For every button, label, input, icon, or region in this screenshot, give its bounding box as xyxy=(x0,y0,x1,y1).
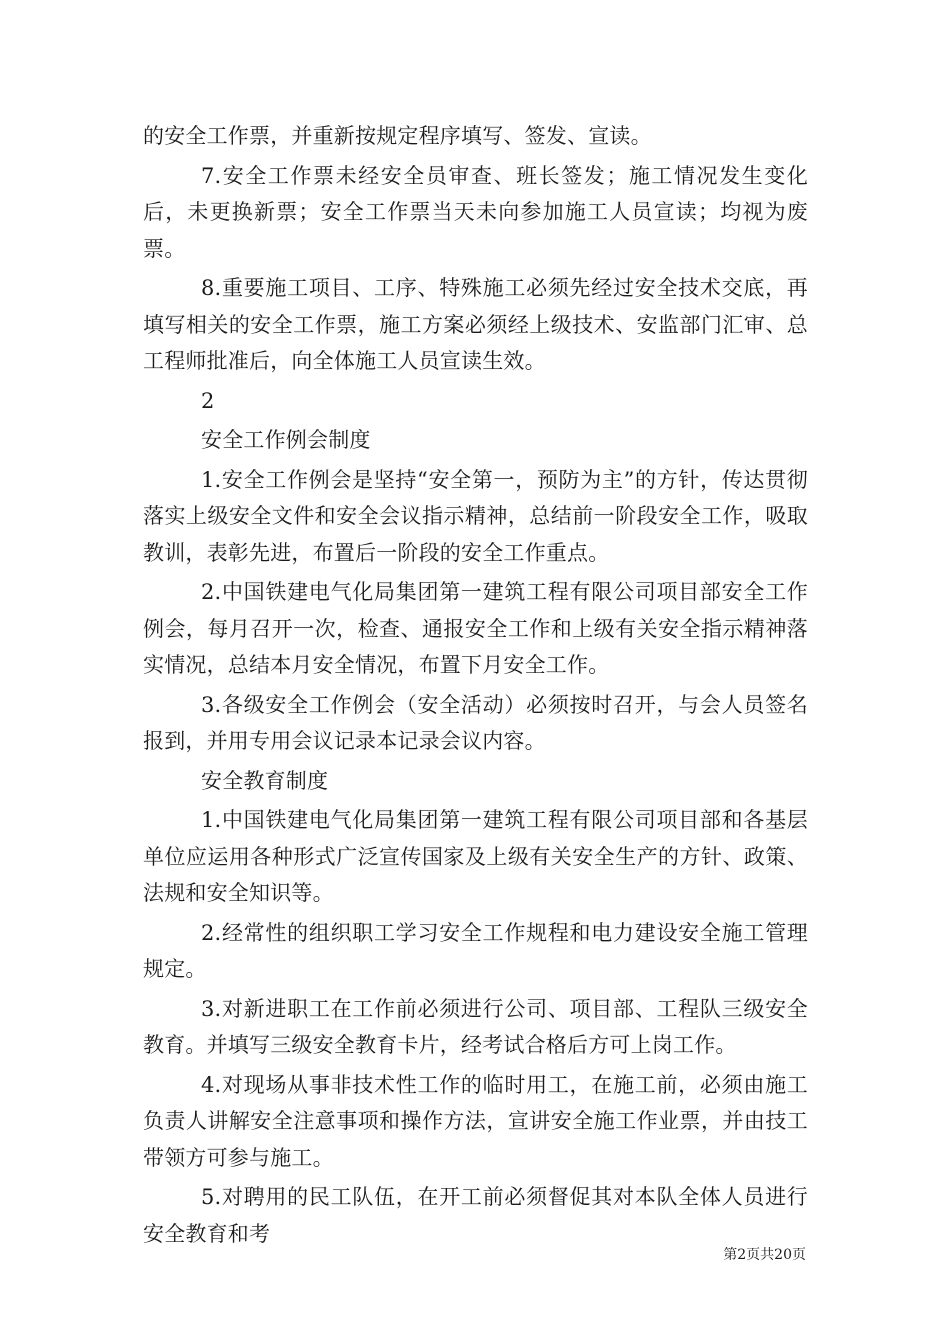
paragraph-education-3: 3.对新进职工在工作前必须进行公司、项目部、工程队三级安全教育。并填写三级安全教育卡片，经考试合格后方可上岗工作。 xyxy=(143,996,808,1057)
paragraph-education-1: 1.中国铁建电气化局集团第一建筑工程有限公司项目部和各基层单位应运用各种形式广泛宣传国家及上级有关安全生产的方针、政策、法规和安全知识等。 xyxy=(143,808,808,905)
section-heading-safety-meeting: 安全工作例会制度 xyxy=(201,428,371,452)
paragraph-item-7: 7.安全工作票未经安全员审查、班长签发；施工情况发生变化后，未更换新票；安全工作票当天未向参加施工人员宣读；均视为废票。 xyxy=(143,163,808,261)
paragraph-item-8: 8.重要施工项目、工序、特殊施工必须先经过安全技术交底，再填写相关的安全工作票，施工方案必须经上级技术、安监部门汇审、总工程师批准后，向全体施工人员宣读生效。 xyxy=(143,276,808,373)
paragraph-meeting-3: 3.各级安全工作例会（安全活动）必须按时召开，与会人员签名报到，并用专用会议记录本记录会议内容。 xyxy=(143,692,808,753)
section-heading-safety-education: 安全教育制度 xyxy=(201,768,329,793)
document-body xyxy=(143,118,808,1252)
paragraph-education-2: 2.经常性的组织职工学习安全工作规程和电力建设安全施工管理规定。 xyxy=(143,920,808,981)
paragraph-meeting-2: 2.中国铁建电气化局集团第一建筑工程有限公司项目部安全工作例会，每月召开一次，检查、通报安全工作和上级有关安全指示精神落实情况，总结本月安全情况，布置下月安全工作。 xyxy=(143,580,808,677)
paragraph-continuation: 的安全工作票，并重新按规定程序填写、签发、宣读。 xyxy=(143,124,652,148)
page-number-footer: 第2页共20页 xyxy=(723,1247,806,1263)
paragraph-meeting-1: 1.安全工作例会是坚持“安全第一，预防为主”的方针，传达贯彻落实上级安全文件和安全会议指示精神，总结前一阶段安全工作，吸取教训，表彰先进，布置后一阶段的安全工作重点。 xyxy=(143,467,808,565)
section-number: 2 xyxy=(201,388,215,413)
paragraph-education-4: 4.对现场从事非技术性工作的临时用工，在施工前，必须由施工负责人讲解安全注意事项和操作方法，宣讲安全施工作业票，并由技工带领方可参与施工。 xyxy=(143,1072,808,1170)
paragraph-education-5: 5.对聘用的民工队伍，在开工前必须督促其对本队全体人员进行安全教育和考 xyxy=(143,1185,808,1246)
